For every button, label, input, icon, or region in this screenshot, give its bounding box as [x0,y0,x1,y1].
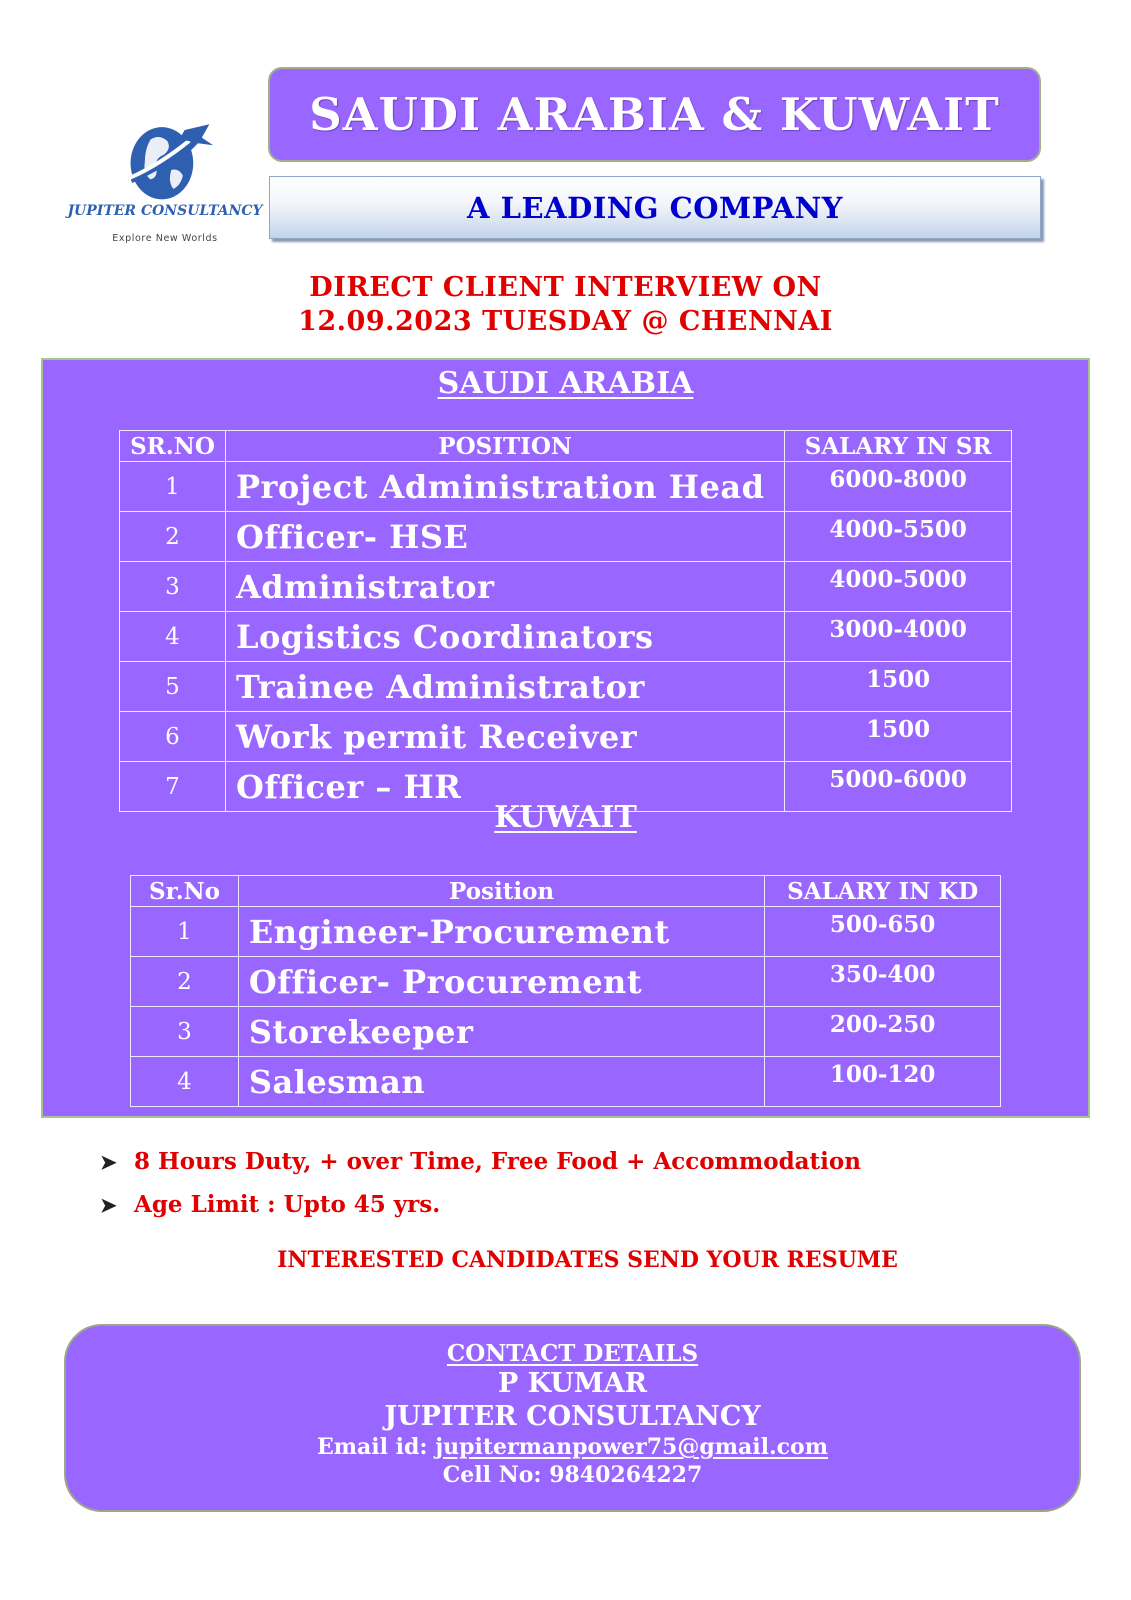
header-position: POSITION [225,431,784,462]
contact-heading: CONTACT DETAILS [446,1340,699,1367]
table-row [120,662,1012,712]
salary: 1500 [785,662,1012,712]
salary: 4000-5000 [785,562,1012,612]
table-row [131,1057,1001,1107]
sr-no: 6 [120,712,226,762]
table-row [120,462,1012,512]
position: Officer- HSE [225,512,784,562]
page-title: SAUDI ARABIA & KUWAIT [309,88,1000,141]
salary: 4000-5500 [785,512,1012,562]
contact-box [64,1324,1081,1512]
sr-no: 2 [131,957,239,1007]
position: Work permit Receiver [225,712,784,762]
arrow-bullet-icon: ➤ [100,1149,117,1174]
company-logo [60,105,270,255]
saudi-jobs-table [119,430,1012,812]
position: Storekeeper [238,1007,764,1057]
cell-label: Cell No: [442,1462,550,1488]
kuwait-jobs-table [130,875,1001,1107]
position: Engineer-Procurement [238,907,764,957]
sr-no: 3 [131,1007,239,1057]
position: Trainee Administrator [225,662,784,712]
table-row [131,907,1001,957]
benefit-item: ➤ Age Limit : Upto 45 yrs. [100,1191,441,1218]
sr-no: 4 [131,1057,239,1107]
table-row [131,957,1001,1007]
email-label: Email id: [316,1434,436,1460]
page-subtitle: A LEADING COMPANY [466,190,844,225]
sr-no: 7 [120,762,226,812]
salary: 6000-8000 [785,462,1012,512]
sr-no: 1 [120,462,226,512]
cell-number: 9840264227 [549,1462,703,1488]
saudi-section-title: SAUDI ARABIA [437,366,694,401]
logo-name: JUPITER CONSULTANCY [67,203,263,219]
table-header-row [131,876,1001,907]
logo-tagline: Explore New Worlds [112,233,218,244]
contact-cell-line [66,1462,1079,1488]
interview-line-2: 12.09.2023 TUESDAY @ CHENNAI [298,306,833,337]
salary: 500-650 [765,907,1001,957]
sr-no: 2 [120,512,226,562]
position: Salesman [238,1057,764,1107]
subtitle-banner [269,176,1041,239]
salary: 1500 [785,712,1012,762]
position: Logistics Coordinators [225,612,784,662]
kuwait-section-title: KUWAIT [494,800,637,835]
table-row [131,1007,1001,1057]
arrow-bullet-icon: ➤ [100,1192,117,1217]
salary: 3000-4000 [785,612,1012,662]
benefit-item: ➤ 8 Hours Duty, + over Time, Free Food + Accommodation [100,1148,861,1175]
salary: 200-250 [765,1007,1001,1057]
position: Project Administration Head [225,462,784,512]
header-position: Position [238,876,764,907]
sr-no: 4 [120,612,226,662]
position: Officer – HR [225,762,784,812]
email-link[interactable]: jupitermanpower75@gmail.com [435,1434,828,1460]
interview-line-1: DIRECT CLIENT INTERVIEW ON [309,272,822,303]
table-header-row [120,431,1012,462]
salary: 350-400 [765,957,1001,1007]
table-row [120,612,1012,662]
table-row [120,512,1012,562]
sr-no: 3 [120,562,226,612]
globe-airplane-icon [122,111,217,206]
table-row [120,712,1012,762]
sr-no: 1 [131,907,239,957]
header-salary: SALARY IN SR [785,431,1012,462]
title-banner [268,67,1041,162]
contact-company: JUPITER CONSULTANCY [384,1401,761,1432]
salary: 100-120 [765,1057,1001,1107]
position: Officer- Procurement [238,957,764,1007]
position: Administrator [225,562,784,612]
header-salary: SALARY IN KD [765,876,1001,907]
table-row [120,562,1012,612]
salary: 5000-6000 [785,762,1012,812]
call-to-action: INTERESTED CANDIDATES SEND YOUR RESUME [277,1247,898,1273]
contact-name: P KUMAR [497,1368,648,1399]
sr-no: 5 [120,662,226,712]
header-sr-no: SR.NO [120,431,226,462]
header-sr-no: Sr.No [131,876,239,907]
benefits-list [100,1140,861,1226]
contact-email-line [66,1434,1079,1460]
